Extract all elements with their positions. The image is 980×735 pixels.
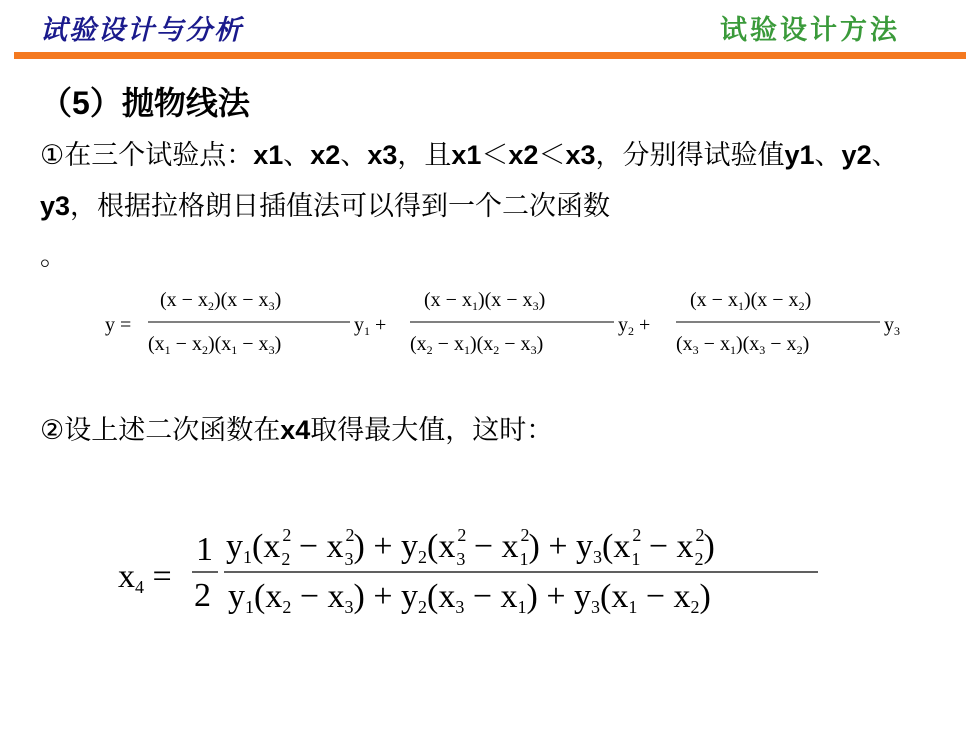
svg-text:y1 +: $y_1$ + <box>354 314 387 338</box>
heading-paren-open: （ <box>40 84 73 122</box>
text: 、 <box>871 140 899 171</box>
text: ＜ <box>538 140 566 171</box>
svg-text:(x − x2)(x − x3): $(x - x_2)(x - x_3)$ <box>160 289 282 313</box>
var: y1 <box>784 140 815 170</box>
lagrange-formula <box>105 289 900 357</box>
var: x2 <box>310 140 341 170</box>
svg-text:2: 2 <box>194 577 211 614</box>
svg-text:1: 1 <box>196 531 213 568</box>
var: y2 <box>841 140 872 170</box>
svg-text:x4 =: x4 = <box>118 558 172 597</box>
svg-text:(x − x1)(x − x3): $(x - x_1)(x - x_3)$ <box>424 289 546 313</box>
svg-text:(x3 − x1)(x3 − x2): $(x_3 - x_1)(x_3 - x_2)$ <box>676 333 810 357</box>
heading-paren-close: ） <box>89 84 122 122</box>
var: x4 <box>280 415 311 445</box>
var: x3 <box>367 140 398 170</box>
course-title: 试验设计与分析 <box>40 15 243 46</box>
svg-text:y1(x2 − x3) + y2(x3 − x1) + y3: y1(x2 − x3) + y2(x3 − x1) + y3(x1 − x2) <box>228 578 711 617</box>
svg-text:y3: $y_3$ <box>884 314 900 338</box>
svg-text:y2 +: $y_2$ + <box>618 314 651 338</box>
text: ＜ <box>481 140 509 171</box>
point-1-marker: ① <box>40 140 65 171</box>
text: 、 <box>283 140 311 171</box>
var: x1 <box>451 140 482 170</box>
point-2-marker: ② <box>40 415 65 446</box>
svg-text:y =: y = <box>105 314 132 336</box>
heading-text: 抛物线法 <box>121 84 250 122</box>
text: 设上述二次函数在 <box>64 415 281 446</box>
text: 、 <box>340 140 368 171</box>
svg-text:(x − x1)(x − x2): $(x - x_1)(x - x_2)$ <box>690 289 812 313</box>
svg-text:y1(x22 − x23) + y2(x23 − x21): y1(x $^2$ 2 − x $^2$ 3) + y2(x $^2$ 3 − x $^2$ 1) + y3(x $^2$ 1 − x $^2$ 2) <box>226 525 715 569</box>
text: 在三个试验点： <box>64 140 254 171</box>
var: x3 <box>565 140 596 170</box>
var: y3 <box>40 191 71 221</box>
svg-text:(x1 − x2)(x1 − x3): $(x_1 - x_2)(x_1 - x_3)$ <box>148 333 282 357</box>
text: 、 <box>814 140 842 171</box>
text: ，且 <box>397 140 452 171</box>
text: ，根据拉格朗日插值法可以得到一个二次函数 <box>70 191 611 222</box>
extremum-formula <box>118 525 818 617</box>
svg-text:(x2 − x1)(x2 − x3): $(x_2 - x_1)(x_2 - x_3)$ <box>410 333 544 357</box>
var: x2 <box>508 140 539 170</box>
text: ，分别得试验值 <box>595 140 785 171</box>
section-title: 试验设计方法 <box>720 15 900 46</box>
var: x1 <box>253 140 284 170</box>
heading-number: 5 <box>72 85 90 121</box>
text: 。 <box>40 241 67 272</box>
text: 取得最大值，这时： <box>310 415 554 446</box>
